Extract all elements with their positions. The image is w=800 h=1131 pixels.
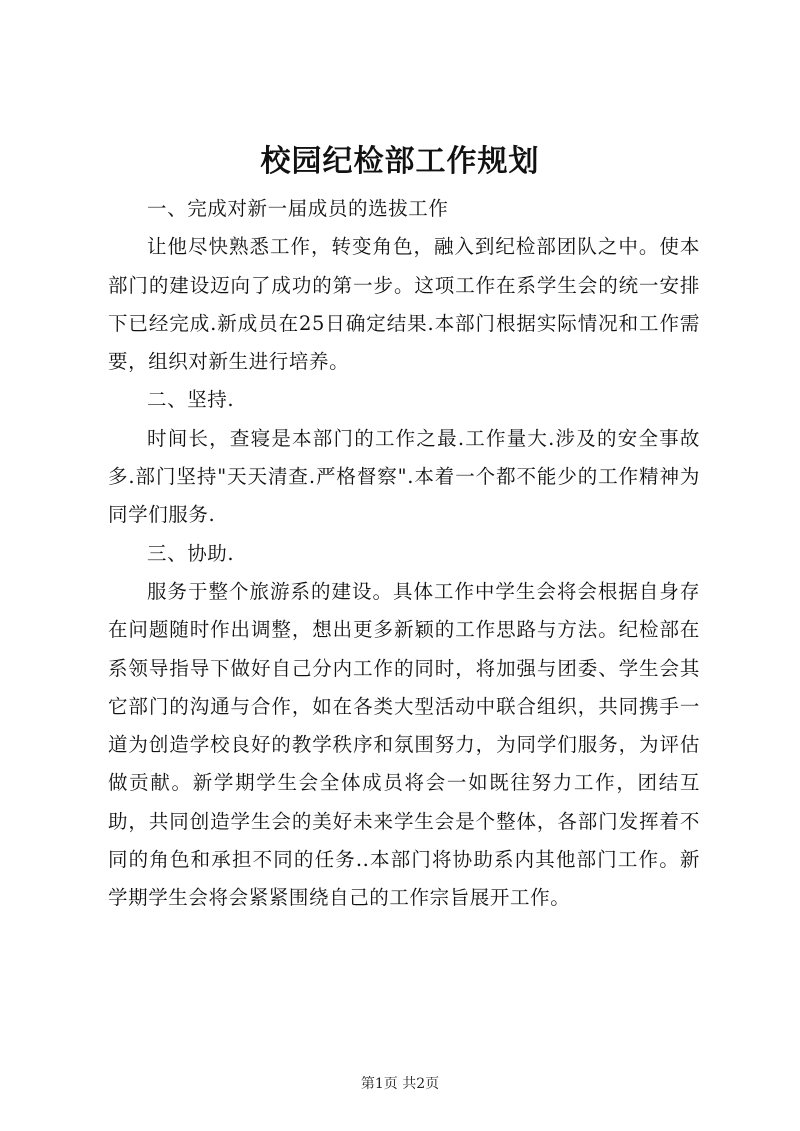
section-paragraph-3: 服务于整个旅游系的建设。具体工作中学生会将会根据自身存在问题随时作出调整，想出更多新颖的工作思路与方法。纪检部在系领导指导下做好自己分内工作的同时，将加强与团委、学生会其它部门的沟通与合作，如在各类大型活动中联合组织，共同携手一道为创造学校良好的教学秩序和氛围努力，为同学们服务，为评估做贡献。新学期学生会全体成员将会一如既往努力工作，团结互助，共同创造学生会的美好未来学生会是个整体，各部门发挥着不同的角色和承担不同的任务..本部门将协助系内其他部门工作。新学期学生会将会紧紧围绕自己的工作宗旨展开工作。 [108, 579, 700, 910]
section-heading-1: 一、完成对新一届成员的选拔工作 [147, 197, 449, 220]
document-body [108, 190, 700, 918]
document-title: 校园纪检部工作规划 [260, 144, 540, 179]
section-paragraph-2: 时间长，查寝是本部门的工作之最.工作量大.涉及的安全事故多.部门坚持"天天清查.严格督察".本着一个都不能少的工作精神为同学们服务. [108, 426, 700, 527]
section-heading-2: 二、坚持. [147, 388, 235, 412]
section-paragraph-1: 让他尽快熟悉工作，转变角色，融入到纪检部团队之中。使本部门的建设迈向了成功的第一步。这项工作在系学生会的统一安排下已经完成.新成员在25日确定结果.本部门根据实际情况和工作需要，组织对新生进行培养。 [108, 235, 700, 374]
page-footer: 第1页 共2页 [360, 1076, 440, 1092]
section-heading-3: 三、协助. [147, 541, 235, 565]
